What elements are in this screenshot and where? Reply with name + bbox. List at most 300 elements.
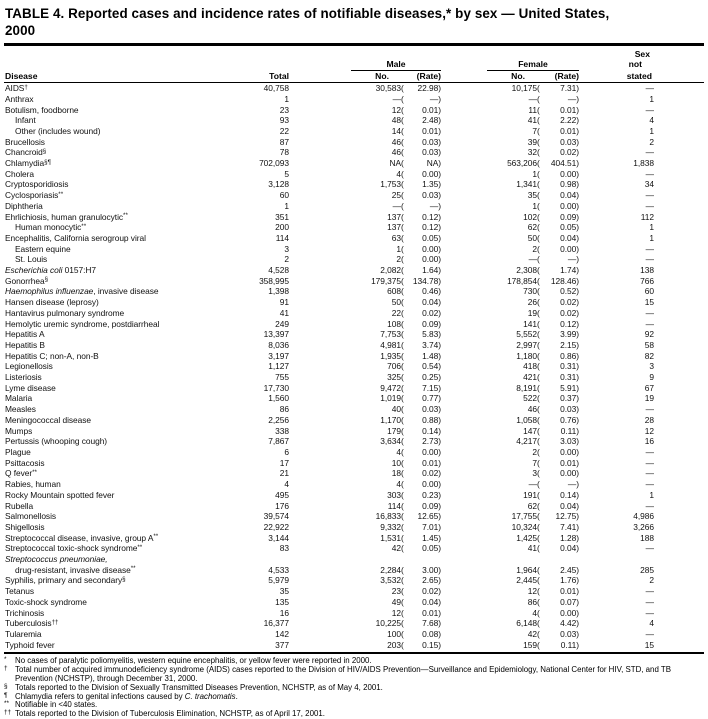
paren-close: ) bbox=[438, 479, 441, 490]
disease-name-text: Streptococcal toxic-shock syndrome bbox=[5, 543, 138, 554]
paren-open: ( bbox=[537, 104, 540, 115]
row-filler bbox=[654, 245, 704, 256]
total-value: 23 bbox=[279, 104, 289, 115]
paren-open: ( bbox=[401, 596, 404, 607]
sex-not-stated-value: 3,266 bbox=[633, 521, 654, 532]
male-rate-value: 0.14 bbox=[422, 425, 439, 436]
female-rate-value: 0.04 bbox=[560, 232, 577, 243]
footnote-marker: † bbox=[24, 83, 28, 91]
disease-name-text: Infant bbox=[15, 115, 36, 126]
disease-name bbox=[4, 416, 240, 427]
paren-open: ( bbox=[401, 607, 404, 618]
total-value: 87 bbox=[279, 136, 289, 147]
row-filler bbox=[654, 341, 704, 352]
paren-open: ( bbox=[401, 339, 404, 350]
male-count: 9,332 bbox=[380, 521, 401, 532]
paren-open: ( bbox=[537, 372, 540, 383]
disease-name-text: Hepatitis A bbox=[5, 329, 45, 340]
female-count: 1,058 bbox=[516, 414, 537, 425]
sex-not-stated-value: 1 bbox=[649, 93, 654, 104]
title-line-2: 2000 bbox=[5, 22, 36, 38]
table-row bbox=[4, 502, 704, 513]
female-count: 46 bbox=[527, 404, 537, 415]
table-row bbox=[4, 127, 704, 138]
row-filler bbox=[654, 170, 704, 181]
male-rate-value: 7.15 bbox=[422, 382, 439, 393]
paren-open: ( bbox=[401, 179, 404, 190]
sex-not-stated-value: 15 bbox=[644, 297, 654, 308]
female-count: — bbox=[528, 479, 537, 490]
sex-not-stated-value: 16 bbox=[644, 436, 654, 447]
total-value: 1,560 bbox=[268, 393, 289, 404]
row-filler bbox=[654, 127, 704, 138]
female-rate-value: 0.11 bbox=[560, 425, 577, 436]
sex-not-stated-value: — bbox=[645, 168, 654, 179]
male-rate bbox=[401, 544, 441, 555]
footnote bbox=[4, 693, 704, 702]
female-rate-value: 404.51 bbox=[550, 158, 577, 169]
paren-close: ) bbox=[438, 447, 441, 457]
male-count: 179,375 bbox=[371, 275, 401, 286]
female-rate-value: 0.02 bbox=[560, 297, 577, 308]
header-male-no: No. bbox=[375, 70, 389, 81]
male-count: 40 bbox=[391, 404, 401, 415]
disease-name-text: Toxic-shock syndrome bbox=[5, 596, 87, 607]
disease-name-text: Shigellosis bbox=[5, 521, 45, 532]
disease-name-italic: Escherichia coli bbox=[5, 265, 63, 276]
paren-open: ( bbox=[401, 586, 404, 597]
male-count: 1,935 bbox=[380, 350, 401, 361]
paren-open: ( bbox=[537, 361, 540, 372]
female-count: 62 bbox=[527, 222, 537, 233]
sex-not-stated-value: 60 bbox=[644, 286, 654, 297]
disease-name-text: Streptococcal disease, invasive, group A bbox=[5, 532, 154, 543]
disease-name-text: Hemolytic uremic syndrome, postdiarrheal bbox=[5, 318, 160, 329]
paren-open: ( bbox=[537, 265, 540, 276]
row-filler bbox=[654, 384, 704, 395]
disease-name-text: Listeriosis bbox=[5, 372, 42, 383]
disease-name bbox=[4, 384, 240, 395]
total-value: 39,574 bbox=[263, 511, 289, 522]
row-filler bbox=[654, 416, 704, 427]
table-row bbox=[4, 384, 704, 395]
table-row bbox=[4, 630, 704, 641]
paren-close: ) bbox=[438, 500, 441, 511]
male-count: — bbox=[392, 93, 401, 104]
female-count: 6,148 bbox=[516, 618, 537, 629]
table-row bbox=[4, 116, 704, 127]
male-count: 179 bbox=[387, 425, 401, 436]
female-rate-value: 0.09 bbox=[560, 211, 577, 222]
footnote-symbol: ** bbox=[4, 700, 9, 708]
female-rate-value: 0.02 bbox=[560, 147, 577, 158]
male-rate-value: 134.78 bbox=[412, 275, 439, 286]
total-value: 495 bbox=[275, 489, 289, 500]
paren-close: ) bbox=[438, 382, 441, 393]
female-rate-value: — bbox=[567, 254, 577, 265]
sex-not-stated-value: — bbox=[645, 586, 654, 597]
paren-close: ) bbox=[438, 125, 441, 136]
disease-name-text: Hepatitis B bbox=[5, 339, 45, 350]
total-value: 21 bbox=[279, 468, 289, 479]
notifiable-diseases-table bbox=[4, 46, 704, 655]
female-count: 1 bbox=[532, 168, 537, 179]
male-count: 12 bbox=[391, 607, 401, 618]
disease-name-text: Hansen disease (leprosy) bbox=[5, 297, 99, 308]
male-count: 18 bbox=[391, 468, 401, 479]
female-rate-value: 12.75 bbox=[555, 511, 577, 522]
male-rate-value: 0.01 bbox=[422, 607, 439, 618]
total-value: 755 bbox=[275, 372, 289, 383]
paren-close: ) bbox=[438, 586, 441, 597]
male-count: 42 bbox=[391, 543, 401, 554]
male-rate bbox=[401, 95, 441, 106]
paren-close: ) bbox=[576, 275, 579, 286]
male-rate-value: 0.02 bbox=[422, 307, 439, 318]
paren-close: ) bbox=[576, 489, 579, 500]
paren-close: ) bbox=[438, 468, 441, 479]
paren-close: ) bbox=[438, 414, 441, 425]
paren-open: ( bbox=[537, 500, 540, 511]
footnote-marker: ** bbox=[81, 222, 87, 230]
header-female-rate: (Rate) bbox=[554, 70, 579, 81]
paren-open: ( bbox=[537, 628, 540, 639]
sex-not-stated-value: — bbox=[645, 447, 654, 457]
sex-not-stated-value: 138 bbox=[640, 265, 654, 276]
total-value: 5,979 bbox=[268, 575, 289, 586]
table-row bbox=[4, 266, 704, 277]
row-filler bbox=[654, 309, 704, 320]
female-rate-value: 0.31 bbox=[560, 372, 577, 383]
paren-close: ) bbox=[438, 575, 441, 586]
table-row bbox=[4, 576, 704, 587]
total-value: 17 bbox=[279, 457, 289, 468]
female-count: 10,175 bbox=[511, 83, 537, 94]
paren-open: ( bbox=[537, 254, 540, 265]
paren-open: ( bbox=[537, 596, 540, 607]
disease-name-text: Anthrax bbox=[5, 93, 34, 104]
male-count: 4 bbox=[396, 447, 401, 457]
table-row bbox=[4, 213, 704, 224]
sex-not-stated-value: 1 bbox=[649, 232, 654, 243]
disease-name-text: Eastern equine bbox=[15, 243, 71, 254]
female-rate-value: 0.31 bbox=[560, 361, 577, 372]
female-rate-value: 3.03 bbox=[560, 436, 577, 447]
paren-close: ) bbox=[576, 543, 579, 554]
paren-open: ( bbox=[537, 564, 540, 575]
male-count: 16,833 bbox=[375, 511, 401, 522]
footnote-text: No cases of paralytic poliomyelitis, western equine encephalitis, or yellow fever were reported in 2000. bbox=[15, 656, 372, 666]
male-rate-value: 0.02 bbox=[422, 468, 439, 479]
table-row bbox=[4, 448, 704, 459]
total-value: 86 bbox=[279, 404, 289, 415]
disease-name-text: Mumps bbox=[5, 425, 33, 436]
total-value: 114 bbox=[275, 232, 289, 243]
paren-close: ) bbox=[576, 511, 579, 522]
female-rate-value: 0.12 bbox=[560, 318, 577, 329]
disease-name bbox=[4, 84, 240, 95]
paren-close: ) bbox=[438, 211, 441, 222]
male-count: 46 bbox=[391, 147, 401, 158]
paren-open: ( bbox=[401, 479, 404, 490]
total-value: 3,144 bbox=[268, 532, 289, 543]
paren-close: ) bbox=[576, 414, 579, 425]
male-rate-value: 3.00 bbox=[422, 564, 439, 575]
row-filler bbox=[654, 287, 704, 298]
paren-open: ( bbox=[401, 115, 404, 126]
disease-name-text: Trichinosis bbox=[5, 607, 45, 618]
paren-open: ( bbox=[401, 618, 404, 629]
paren-open: ( bbox=[537, 307, 540, 318]
female-count: 41 bbox=[527, 543, 537, 554]
male-rate-value: 0.25 bbox=[422, 372, 439, 383]
male-count: 49 bbox=[391, 596, 401, 607]
total-value: 1,127 bbox=[268, 361, 289, 372]
male-count: 2,082 bbox=[380, 265, 401, 276]
paren-close: ) bbox=[576, 125, 579, 136]
footnote-marker: §¶ bbox=[44, 158, 51, 166]
paren-open: ( bbox=[401, 265, 404, 276]
female-count: 42 bbox=[527, 628, 537, 639]
paren-open: ( bbox=[401, 425, 404, 436]
sex-not-stated-value: — bbox=[645, 468, 654, 479]
paren-close: ) bbox=[438, 200, 441, 211]
row-filler bbox=[654, 191, 704, 202]
paren-close: ) bbox=[438, 254, 441, 265]
paren-open: ( bbox=[537, 297, 540, 308]
female-count: 147 bbox=[523, 425, 537, 436]
male-rate-value: 0.00 bbox=[422, 168, 439, 179]
total-value: 22 bbox=[279, 125, 289, 136]
table-row bbox=[4, 95, 704, 106]
sex-not-stated-value: 1 bbox=[649, 125, 654, 136]
male-count: 63 bbox=[391, 232, 401, 243]
table-header bbox=[4, 46, 704, 84]
paren-open: ( bbox=[537, 329, 540, 340]
total-value: 91 bbox=[279, 297, 289, 308]
paren-open: ( bbox=[401, 104, 404, 115]
total-value: 377 bbox=[275, 639, 289, 650]
male-rate-value: 0.05 bbox=[422, 543, 439, 554]
paren-open: ( bbox=[537, 532, 540, 543]
male-count: 114 bbox=[387, 500, 401, 511]
paren-open: ( bbox=[401, 83, 404, 94]
total-value: 40,758 bbox=[263, 83, 289, 94]
female-count: 102 bbox=[523, 211, 537, 222]
table-row bbox=[4, 587, 704, 598]
table-row bbox=[4, 352, 704, 363]
paren-close: ) bbox=[576, 200, 579, 211]
paren-close: ) bbox=[576, 436, 579, 447]
table-row bbox=[4, 362, 704, 373]
paren-close: ) bbox=[438, 179, 441, 190]
male-count: 325 bbox=[387, 372, 401, 383]
male-rate-value: 0.09 bbox=[422, 500, 439, 511]
disease-name-text: St. Louis bbox=[15, 254, 48, 265]
footnote-symbol: * bbox=[4, 656, 7, 664]
disease-name-text: Rocky Mountain spotted fever bbox=[5, 489, 115, 500]
sex-not-stated-value: — bbox=[645, 307, 654, 318]
paren-open: ( bbox=[537, 543, 540, 554]
male-rate-value: 0.46 bbox=[422, 286, 439, 297]
paren-close: ) bbox=[438, 372, 441, 383]
female-rate-value: 0.01 bbox=[560, 586, 577, 597]
paren-open: ( bbox=[537, 286, 540, 297]
table-row bbox=[4, 459, 704, 470]
footnote-marker: ** bbox=[58, 190, 64, 198]
total-value: 83 bbox=[279, 543, 289, 554]
female-rate-value: 1.28 bbox=[560, 532, 577, 543]
female-rate-value: 0.04 bbox=[560, 500, 577, 511]
female-rate-value: 5.91 bbox=[560, 382, 577, 393]
male-rate-value: 7.68 bbox=[422, 618, 439, 629]
table-row bbox=[4, 106, 704, 117]
female-count: 141 bbox=[523, 318, 537, 329]
male-rate-value: 5.83 bbox=[422, 329, 439, 340]
table-row bbox=[4, 330, 704, 341]
paren-open: ( bbox=[401, 243, 404, 254]
paren-close: ) bbox=[438, 243, 441, 254]
female-rate-value: 0.86 bbox=[560, 350, 577, 361]
table-row bbox=[4, 170, 704, 181]
total-value: 135 bbox=[275, 596, 289, 607]
paren-close: ) bbox=[438, 286, 441, 297]
paren-close: ) bbox=[438, 104, 441, 115]
paren-open: ( bbox=[537, 350, 540, 361]
paren-open: ( bbox=[537, 243, 540, 254]
paren-open: ( bbox=[401, 500, 404, 511]
paren-open: ( bbox=[537, 586, 540, 597]
row-filler bbox=[654, 159, 704, 170]
total-value: 176 bbox=[275, 500, 289, 511]
footnote-symbol: § bbox=[4, 682, 8, 690]
paren-close: ) bbox=[438, 232, 441, 243]
paren-open: ( bbox=[401, 275, 404, 286]
female-count: 32 bbox=[527, 147, 537, 158]
paren-close: ) bbox=[438, 93, 441, 104]
female-rate-value: 0.04 bbox=[560, 543, 577, 554]
male-count: 46 bbox=[391, 136, 401, 147]
disease-name-text: Tuberculosis bbox=[5, 618, 52, 629]
paren-close: ) bbox=[576, 179, 579, 190]
female-rate-value: 0.03 bbox=[560, 404, 577, 415]
paren-open: ( bbox=[537, 200, 540, 211]
female-rate-value: 0.01 bbox=[560, 104, 577, 115]
female-count: 50 bbox=[527, 232, 537, 243]
male-rate-value: NA bbox=[426, 158, 439, 169]
sex-not-stated-value: 1 bbox=[649, 489, 654, 500]
female-count: 191 bbox=[523, 489, 537, 500]
male-rate-value: 22.98 bbox=[417, 83, 439, 94]
paren-close: ) bbox=[576, 350, 579, 361]
female-rate-value: 2.45 bbox=[560, 564, 577, 575]
table-body bbox=[4, 83, 704, 654]
footnote bbox=[4, 710, 704, 719]
row-filler bbox=[654, 448, 704, 459]
row-filler bbox=[654, 373, 704, 384]
disease-name-text: , invasive disease bbox=[93, 286, 159, 297]
female-rate-value: 4.42 bbox=[560, 618, 577, 629]
row-filler bbox=[654, 609, 704, 620]
total-value: 41 bbox=[279, 307, 289, 318]
paren-open: ( bbox=[537, 211, 540, 222]
footnote-text: Totals reported to the Division of Sexually Transmitted Diseases Prevention, NCHSTP, as of May 4, 2001. bbox=[15, 682, 383, 692]
row-filler bbox=[654, 138, 704, 149]
female-rate-value: 0.98 bbox=[560, 179, 577, 190]
disease-name-text: Pertussis (whooping cough) bbox=[5, 436, 108, 447]
paren-close: ) bbox=[576, 147, 579, 158]
disease-name-text: Cholera bbox=[5, 168, 34, 179]
table-row bbox=[4, 416, 704, 427]
male-rate bbox=[401, 202, 441, 213]
paren-close: ) bbox=[576, 222, 579, 233]
row-filler bbox=[654, 362, 704, 373]
paren-close: ) bbox=[438, 350, 441, 361]
total-value: 4,528 bbox=[268, 265, 289, 276]
female-rate bbox=[537, 491, 579, 502]
female-rate-value: 2.15 bbox=[560, 339, 577, 350]
disease-name-text: Hepatitis C; non-A, non-B bbox=[5, 350, 99, 361]
table-row bbox=[4, 84, 704, 95]
disease-name-text: 0157:H7 bbox=[62, 265, 96, 276]
male-count: NA bbox=[389, 158, 401, 169]
female-count: 1,180 bbox=[516, 350, 537, 361]
paren-open: ( bbox=[537, 468, 540, 479]
female-rate-value: 0.14 bbox=[560, 489, 577, 500]
paren-close: ) bbox=[438, 265, 441, 276]
disease-name bbox=[4, 491, 240, 502]
male-rate-value: 0.09 bbox=[422, 318, 439, 329]
paren-open: ( bbox=[537, 275, 540, 286]
sex-not-stated-value: 2 bbox=[649, 575, 654, 586]
female-rate-value: 0.07 bbox=[560, 596, 577, 607]
table-row bbox=[4, 138, 704, 149]
male-rate-value: 0.04 bbox=[422, 596, 439, 607]
paren-close: ) bbox=[576, 500, 579, 511]
footnote-marker: ** bbox=[153, 533, 159, 541]
disease-name bbox=[4, 459, 240, 470]
sex-not-stated-value: 285 bbox=[640, 564, 654, 575]
paren-open: ( bbox=[537, 575, 540, 586]
paren-close: ) bbox=[576, 254, 579, 265]
paren-open: ( bbox=[401, 457, 404, 468]
total-value: 8,036 bbox=[268, 339, 289, 350]
male-count: 4 bbox=[396, 168, 401, 179]
disease-name-text: Malaria bbox=[5, 393, 33, 404]
paren-open: ( bbox=[401, 532, 404, 543]
paren-close: ) bbox=[438, 115, 441, 126]
paren-close: ) bbox=[576, 286, 579, 297]
female-rate-value: 128.46 bbox=[550, 275, 577, 286]
disease-name-text: Human monocytic bbox=[15, 222, 82, 233]
paren-open: ( bbox=[401, 521, 404, 532]
paren-open: ( bbox=[537, 479, 540, 490]
male-rate-value: 7.01 bbox=[422, 521, 439, 532]
paren-close: ) bbox=[438, 158, 441, 169]
paren-open: ( bbox=[401, 436, 404, 447]
row-filler bbox=[654, 202, 704, 213]
female-rate-value: 2.22 bbox=[560, 115, 577, 126]
header-male-rate: (Rate) bbox=[416, 70, 441, 81]
disease-name-text: Plague bbox=[5, 447, 31, 457]
paren-open: ( bbox=[401, 350, 404, 361]
total-value: 22,922 bbox=[263, 521, 289, 532]
female-rate-value: 0.37 bbox=[560, 393, 577, 404]
male-rate-value: 0.03 bbox=[422, 147, 439, 158]
row-filler bbox=[654, 320, 704, 331]
footnote-marker: ** bbox=[137, 543, 143, 551]
sex-not-stated-value: 82 bbox=[644, 350, 654, 361]
